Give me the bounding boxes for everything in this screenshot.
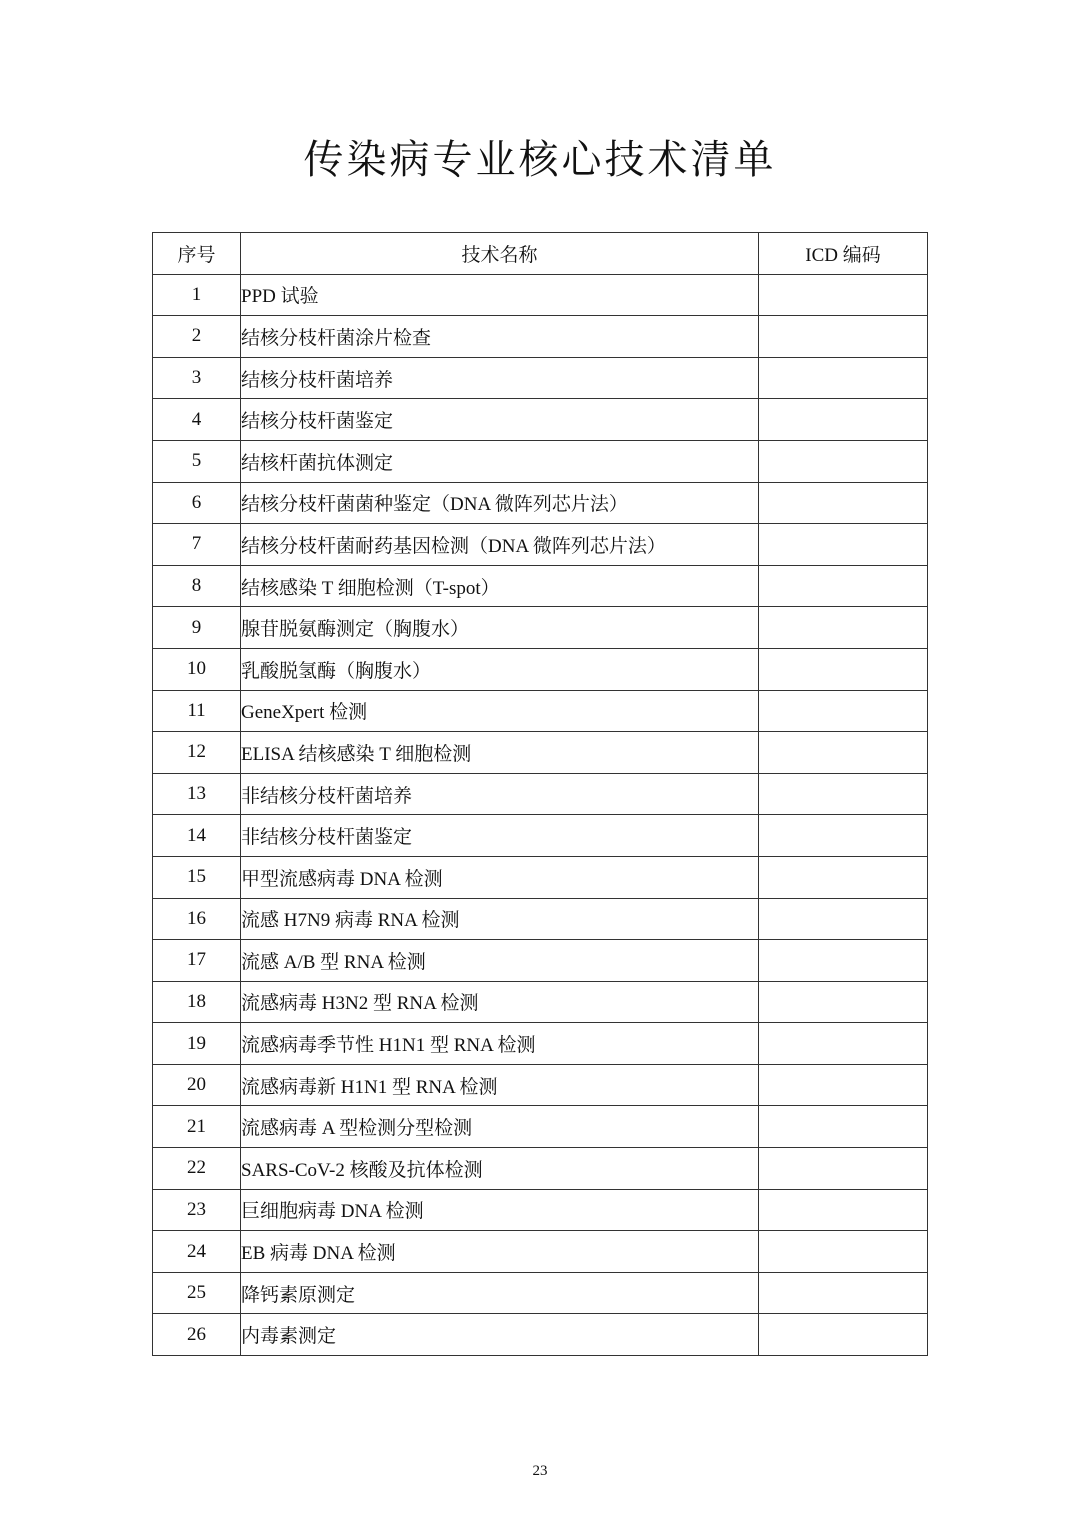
row-technology-name: 流感病毒 A 型检测分型检测 [241,1106,759,1148]
row-technology-name: 乳酸脱氢酶（胸腹水） [241,648,759,690]
row-seq: 10 [153,648,241,690]
row-icd-code [759,981,928,1023]
row-seq: 4 [153,399,241,441]
table-row [153,940,928,982]
row-technology-name: 结核杆菌抗体测定 [241,440,759,482]
row-icd-code [759,690,928,732]
table-header-row [153,233,928,275]
row-icd-code [759,1189,928,1231]
table-body [153,274,928,1355]
row-icd-code [759,732,928,774]
table-row [153,773,928,815]
row-seq: 18 [153,981,241,1023]
header-technology-name: 技术名称 [241,233,759,275]
row-technology-name: 非结核分枝杆菌鉴定 [241,815,759,857]
table-row [153,607,928,649]
row-seq: 6 [153,482,241,524]
page-title: 传染病专业核心技术清单 [303,137,777,183]
row-technology-name: 流感病毒季节性 H1N1 型 RNA 检测 [241,1023,759,1065]
table-row [153,1148,928,1190]
row-icd-code [759,1272,928,1314]
row-seq: 23 [153,1189,241,1231]
row-technology-name: 降钙素原测定 [241,1272,759,1314]
row-technology-name: 流感病毒 H3N2 型 RNA 检测 [241,981,759,1023]
table-row [153,274,928,316]
row-icd-code [759,815,928,857]
row-seq: 2 [153,316,241,358]
row-seq: 25 [153,1272,241,1314]
row-technology-name: PPD 试验 [241,274,759,316]
table-row [153,856,928,898]
table-row [153,565,928,607]
row-icd-code [759,316,928,358]
row-icd-code [759,524,928,566]
row-technology-name: 结核分枝杆菌耐药基因检测（DNA 微阵列芯片法） [241,524,759,566]
row-seq: 15 [153,856,241,898]
row-icd-code [759,565,928,607]
row-icd-code [759,940,928,982]
row-technology-name: GeneXpert 检测 [241,690,759,732]
row-technology-name: 结核分枝杆菌涂片检查 [241,316,759,358]
row-technology-name: 内毒素测定 [241,1314,759,1356]
row-seq: 20 [153,1064,241,1106]
row-seq: 7 [153,524,241,566]
table-row [153,815,928,857]
table-row [153,732,928,774]
table-row [153,981,928,1023]
row-icd-code [759,898,928,940]
table-row [153,1023,928,1065]
row-technology-name: ELISA 结核感染 T 细胞检测 [241,732,759,774]
row-technology-name: 巨细胞病毒 DNA 检测 [241,1189,759,1231]
row-icd-code [759,1106,928,1148]
row-seq: 24 [153,1231,241,1273]
table-row [153,1064,928,1106]
row-seq: 13 [153,773,241,815]
row-icd-code [759,648,928,690]
row-seq: 17 [153,940,241,982]
row-icd-code [759,357,928,399]
row-technology-name: EB 病毒 DNA 检测 [241,1231,759,1273]
row-seq: 22 [153,1148,241,1190]
row-icd-code [759,1064,928,1106]
table-row [153,482,928,524]
row-icd-code [759,1314,928,1356]
row-seq: 26 [153,1314,241,1356]
table-row [153,357,928,399]
row-seq: 12 [153,732,241,774]
row-icd-code [759,274,928,316]
row-seq: 9 [153,607,241,649]
row-icd-code [759,440,928,482]
row-icd-code [759,856,928,898]
row-technology-name: 非结核分枝杆菌培养 [241,773,759,815]
row-seq: 14 [153,815,241,857]
row-icd-code [759,1148,928,1190]
row-seq: 3 [153,357,241,399]
row-seq: 21 [153,1106,241,1148]
page-number: 23 [532,1463,548,1479]
technology-table [152,232,928,1356]
row-icd-code [759,1023,928,1065]
row-technology-name: 流感 A/B 型 RNA 检测 [241,940,759,982]
row-seq: 11 [153,690,241,732]
table-row [153,1106,928,1148]
row-seq: 5 [153,440,241,482]
table-row [153,648,928,690]
table-row [153,1231,928,1273]
row-technology-name: 结核分枝杆菌鉴定 [241,399,759,441]
row-seq: 19 [153,1023,241,1065]
table-row [153,690,928,732]
row-seq: 1 [153,274,241,316]
row-technology-name: 腺苷脱氨酶测定（胸腹水） [241,607,759,649]
row-technology-name: 结核分枝杆菌培养 [241,357,759,399]
table-row [153,898,928,940]
row-icd-code [759,1231,928,1273]
table-row [153,399,928,441]
row-icd-code [759,482,928,524]
row-technology-name: 结核分枝杆菌菌种鉴定（DNA 微阵列芯片法） [241,482,759,524]
row-technology-name: 甲型流感病毒 DNA 检测 [241,856,759,898]
table-row [153,1272,928,1314]
row-seq: 8 [153,565,241,607]
table-row [153,524,928,566]
row-technology-name: SARS-CoV-2 核酸及抗体检测 [241,1148,759,1190]
row-technology-name: 流感病毒新 H1N1 型 RNA 检测 [241,1064,759,1106]
header-seq: 序号 [153,233,241,275]
header-icd-code: ICD 编码 [759,233,928,275]
row-seq: 16 [153,898,241,940]
row-icd-code [759,607,928,649]
row-technology-name: 流感 H7N9 病毒 RNA 检测 [241,898,759,940]
table-row [153,440,928,482]
row-icd-code [759,773,928,815]
row-icd-code [759,399,928,441]
table-row [153,316,928,358]
table-row [153,1314,928,1356]
table-row [153,1189,928,1231]
row-technology-name: 结核感染 T 细胞检测（T-spot） [241,565,759,607]
